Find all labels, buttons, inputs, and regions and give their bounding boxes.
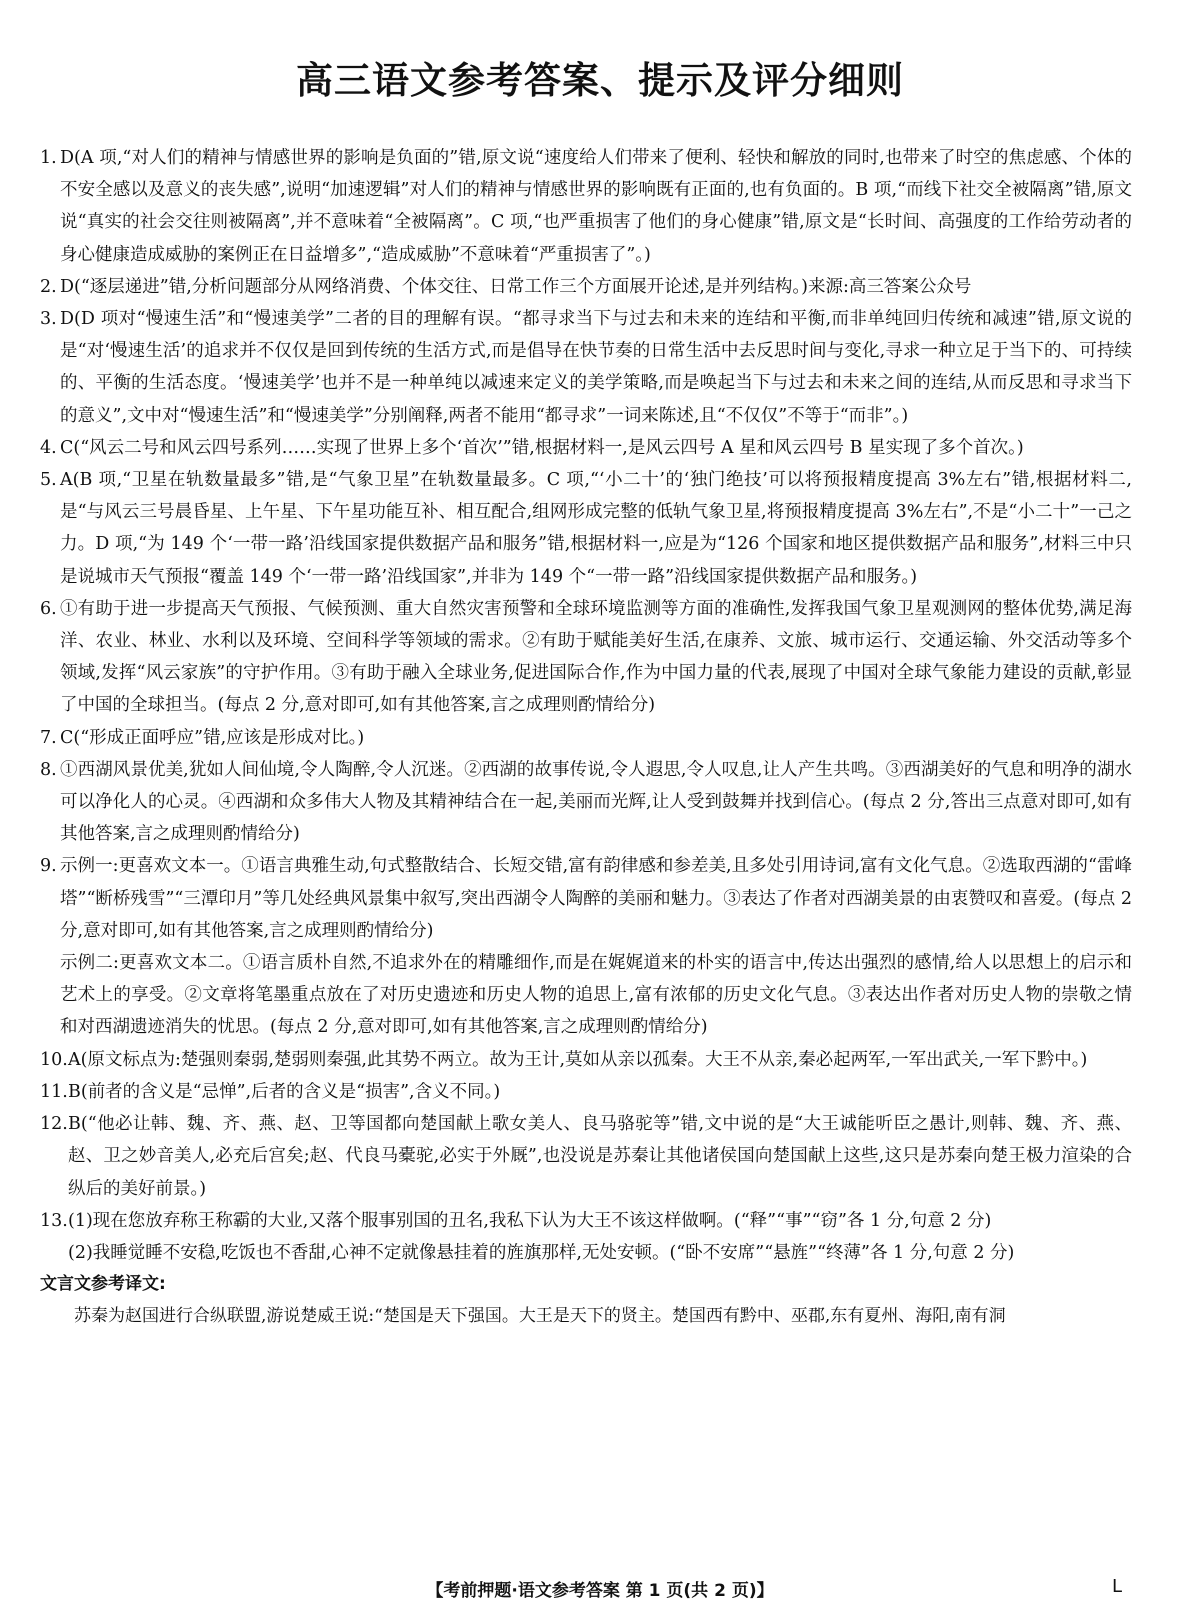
answer-number: 2. xyxy=(40,276,57,297)
answer-1 xyxy=(40,142,1132,271)
answer-9 xyxy=(40,850,1132,947)
answer-text: C(“风云二号和风云四号系列……实现了世界上多个‘首次’”错,根据材料一,是风云四号 A 星和风云四号 B 星实现了多个首次。) xyxy=(60,437,1024,458)
answer-10 xyxy=(40,1044,1132,1076)
answer-number: 9. xyxy=(40,856,57,877)
answer-number: 1. xyxy=(40,148,57,168)
answer-12 xyxy=(40,1108,1132,1205)
answer-text: B(“他必让韩、魏、齐、燕、赵、卫等国都向楚国献上歌女美人、良马骆驼等”错,文中说的是“大王诚能听臣之愚计,则韩、魏、齐、燕、赵、卫之妙音美人,必充后宫矣;赵、代良马橐驼,必实于外厩”,也没说是苏秦让其他诸侯国向楚国献上这些,这只是苏秦向楚王极力渲染的合纵后的美好前景。) xyxy=(68,1114,1132,1199)
answer-13-part-2: (2)我睡觉睡不安稳,吃饭也不香甜,心神不定就像悬挂着的旌旗那样,无处安顿。(“卧不安席”“悬旌”“终薄”各 1 分,句意 2 分) xyxy=(68,1242,1015,1263)
answer-text: ①有助于进一步提高天气预报、气候预测、重大自然灾害预警和全球环境监测等方面的准确性,发挥我国气象卫星观测网的整体优势,满足海洋、农业、林业、水利以及环境、空间科学等领域的需求。②有助于赋能美好生活,在康养、文旅、城市运行、交通运输、外交活动等多个领域,发挥“风云家族”的守护作用。③有助于融入全球业务,促进国际合作,作为中国力量的代表,展现了中国对全球气象能力建设的贡献,彰显了中国的全球担当。(每点 2 分,意对即可,如有其他答案,言之成理则酌情给分) xyxy=(60,598,1132,716)
answer-text: A(原文标点为:楚强则秦弱,楚弱则秦强,此其势不两立。故为王计,莫如从亲以孤秦。大王不从亲,秦必起两军,一军出武关,一军下黔中。) xyxy=(68,1049,1088,1070)
translation-heading: 文言文参考译文: xyxy=(40,1274,166,1295)
page-footer: 【考前押题·语文参考答案 第 1 页(共 2 页)】 xyxy=(426,1581,774,1601)
answer-number: 12. xyxy=(40,1114,68,1135)
translation-text: 苏秦为赵国进行合纵联盟,游说楚威王说:“楚国是天下强国。大王是天下的贤主。楚国西有黔中、巫郡,东有夏州、海阳,南有洞 xyxy=(74,1306,1006,1327)
answer-text: 示例一:更喜欢文本一。①语言典雅生动,句式整散结合、长短交错,富有韵律感和参差美,且多处引用诗词,富有文化气息。②选取西湖的“雷峰塔”“断桥残雪”“三潭印月”等几处经典风景集中叙写,突出西湖令人陶醉的美丽和魅力。③表达了作者对西湖美景的由衷赞叹和喜爱。(每点 2 分,意对即可,如有其他答案,言之成理则酌情给分) xyxy=(60,856,1132,941)
answer-13 xyxy=(40,1205,1132,1237)
answer-9-example-2: 示例二:更喜欢文本二。①语言质朴自然,不追求外在的精雕细作,而是在娓娓道来的朴实的语言中,传达出强烈的感情,给人以思想上的启示和艺术上的享受。②文章将笔墨重点放在了对历史遗迹和历史人物的追思上,富有浓郁的历史文化气息。③表达出作者对历史人物的崇敬之情和对西湖遗迹消失的忧思。(每点 2 分,意对即可,如有其他答案,言之成理则酌情给分) xyxy=(60,953,1132,1038)
answer-text: C(“形成正面呼应”错,应该是形成对比。) xyxy=(60,727,365,748)
answer-number: 7. xyxy=(40,727,57,748)
answer-text: A(B 项,“卫星在轨数量最多”错,是“气象卫星”在轨数量最多。C 项,“‘小二十’的‘独门绝技’可以将预报精度提高 3%左右”错,根据材料二,是“与风云三号晨昏星、上午星、下午星功能互补、相互配合,组网形成完整的低轨气象卫星,将预报精度提高 3%左右”,不是“小二十”一己之力。D 项,“为 149 个‘一带一路’沿线国家提供数据产品和服务”错,根据材料一,应是为“126 个国家和地区提供数据产品和服务”,材料三中只是说城市天气预报“覆盖 149 个‘一带一路’沿线国家”,并非为 149 个“一带一路”沿线国家提供数据产品和服务。) xyxy=(60,470,1132,587)
answer-2 xyxy=(40,271,1132,303)
answer-text: B(前者的含义是“忌惮”,后者的含义是“损害”,含义不同。) xyxy=(68,1081,501,1102)
answer-number: 10. xyxy=(40,1049,68,1070)
answer-number: 11. xyxy=(40,1081,68,1102)
answer-6 xyxy=(40,593,1132,722)
answer-8 xyxy=(40,754,1132,851)
answer-11 xyxy=(40,1076,1132,1108)
answer-number: 5. xyxy=(40,470,57,491)
footer-mark: L xyxy=(1112,1576,1123,1597)
answer-number: 6. xyxy=(40,598,57,619)
answer-3 xyxy=(40,303,1132,432)
answer-text: D(A 项,“对人们的精神与情感世界的影响是负面的”错,原文说“速度给人们带来了便利、轻快和解放的同时,也带来了时空的焦虑感、个体的不安全感以及意义的丧失感”,说明“加速逻辑”对人们的精神与情感世界的影响既有正面的,也有负面的。B 项,“而线下社交全被隔离”错,原文说“真实的社会交往则被隔离”,并不意味着“全被隔离”。C 项,“也严重损害了他们的身心健康”错,原文是“长时间、高强度的工作给劳动者的身心健康造成威胁的案例正在日益增多”,“造成威胁”不意味着“严重损害了”。) xyxy=(60,148,1132,265)
answer-5 xyxy=(40,464,1132,593)
answer-text: D(“逐层递进”错,分析问题部分从网络消费、个体交往、日常工作三个方面展开论述,是并列结构。)来源:高三答案公众号 xyxy=(60,276,972,297)
answers-content xyxy=(40,142,1132,1333)
answer-number: 13. xyxy=(40,1210,68,1231)
answer-text: D(D 项对“慢速生活”和“慢速美学”二者的目的理解有误。“都寻求当下与过去和未来的连结和平衡,而非单纯回归传统和减速”错,原文说的是“对‘慢速生活’的追求并不仅仅是回到传统的生活方式,而是倡导在快节奏的日常生活中去反思时间与变化,寻求一种立足于当下的、可持续的、平衡的生活态度。‘慢速美学’也并不是一种单纯以减速来定义的美学策略,而是唤起当下与过去和未来之间的连结,从而反思和寻求当下的意义”,文中对“慢速生活”和“慢速美学”分别阐释,两者不能用“都寻求”一词来陈述,且“不仅仅”不等于“而非”。) xyxy=(60,309,1132,426)
answer-number: 8. xyxy=(40,759,57,780)
answer-7 xyxy=(40,722,1132,754)
answer-text: (1)现在您放弃称王称霸的大业,又落个服事别国的丑名,我私下认为大王不该这样做啊。(“释”“事”“窃”各 1 分,句意 2 分) xyxy=(68,1210,992,1231)
answer-4 xyxy=(40,432,1132,464)
answer-text: ①西湖风景优美,犹如人间仙境,令人陶醉,令人沉迷。②西湖的故事传说,令人遐思,令人叹息,让人产生共鸣。③西湖美好的气息和明净的湖水可以净化人的心灵。④西湖和众多伟大人物及其精神结合在一起,美丽而光辉,让人受到鼓舞并找到信心。(每点 2 分,答出三点意对即可,如有其他答案,言之成理则酌情给分) xyxy=(60,759,1132,845)
answer-number: 4. xyxy=(40,437,57,458)
answer-number: 3. xyxy=(40,309,57,330)
page-title: 高三语文参考答案、提示及评分细则 xyxy=(296,59,904,102)
